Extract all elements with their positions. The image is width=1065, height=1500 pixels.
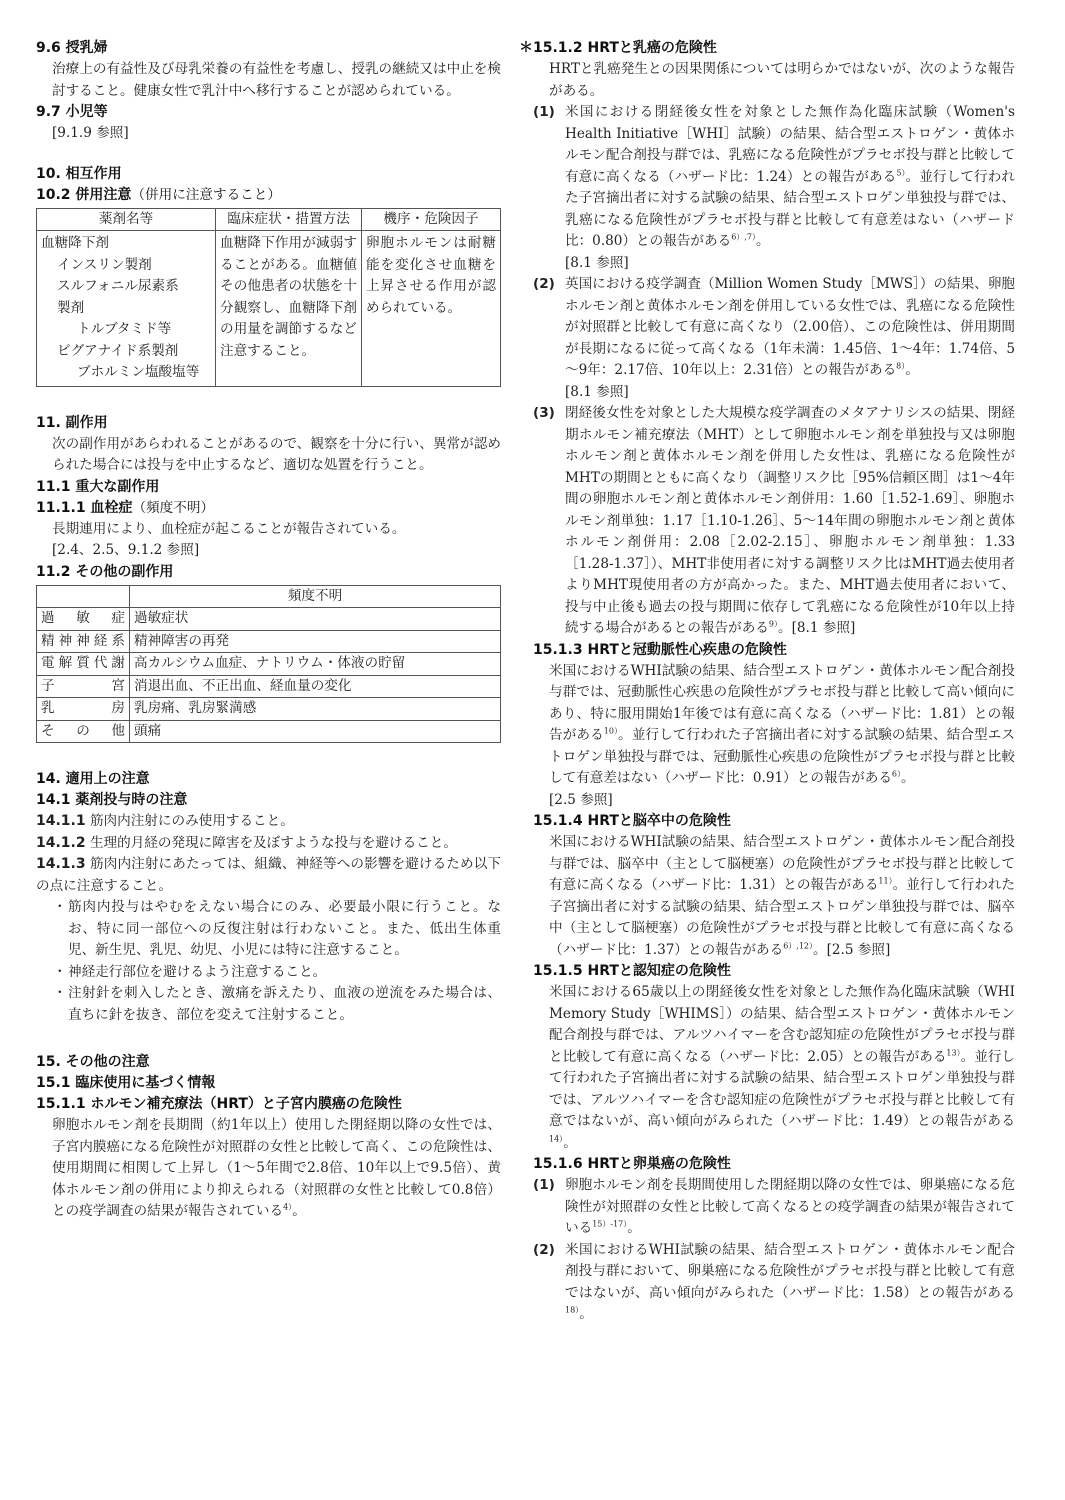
section-10-2-title: 10.2 併用注意（併用に注意すること）: [36, 186, 281, 203]
section-10-title: 10. 相互作用: [36, 165, 122, 182]
section-15-1-5-text: 米国における65歳以上の閉経後女性を対象とした無作為化臨床試験（WHI Memory Study［WHIMS］）の結果、結合型エストロゲン・黄体ホルモン配合剤投与群では、アルツハイマーを含む認知症の危険性がプラセボ投与群と比較して有意に高くなる（ハザード比：2.05）との報告がある$^{13)}$。並行して行われた子宮摘出者に対する試験の結果、結合型エストロゲン単独投与群では、アルツハイマーを含む認知症の危険性がプラセボ投与群と比較して有意ではないが、高い傾向がみられた（ハザード比：1.49）との報告がある$^{14)}$。: [549, 984, 1016, 1151]
section-11-title: 11. 副作用: [36, 414, 108, 431]
section-15-1-6-title: 15.1.6 HRTと卵巣癌の危険性: [533, 1156, 731, 1172]
symptoms-cell: 血糖降下作用が減弱することがある。血糖値その他患者の状態を十分観察し、血糖降下剤の用量を調節するなど注意すること。: [216, 231, 362, 387]
section-11-text: 次の副作用があらわれることがあるので、観察を十分に行い、異常が認められた場合には投与を中止するなど、適切な処置を行うこと。: [52, 435, 501, 473]
list-item: ・ 神経走行部位を避けるよう注意すること。: [53, 963, 327, 980]
right-column: [519, 38, 1016, 1326]
section-15-1-1-text: 卵胞ホルモン剤を長期間（約1年以上）使用した閉経期以降の女性では、子宮内膜癌になる危険性が対照群の女性と比較して高く、この危険性は、使用期間に相関して上昇し（1～5年間で2.8倍、10年以上で9.5倍）、黄体ホルモン剤の併用により抑えられる（対照群の女性と比較して0.8倍）との疫学調査の結果が報告されている$^{4)}$。: [52, 1117, 501, 1219]
list-item: (3) 閉経後女性を対象とした大規模な疫学調査のメタアナリシスの結果、閉経期ホルモン補充療法（MHT）として卵胞ホルモン剤を単独投与又は卵胞ホルモン剤と黄体ホルモン剤を併用した女性は、乳癌になる危険性がMHTの期間とともに高くなり（調整リスク比［95%信頼区間］は1～4年間の卵胞ホルモン剤と黄体ホルモン剤併用：1.60［1.52-1.69］、卵胞ホルモン剤単独：1.17［1.10-1.26］、5～14年間の卵胞ホルモン剤と黄体ホルモン剤併用：2.08［2.02-2.15］、卵胞ホルモン剤単独：1.33［1.28-1.37］）、MHT非使用者に対する調整リスク比はMHT過去使用者よりMHT現使用者の方が高かった。また、MHT過去使用者において、投与中止後も過去の投与期間に依存して乳癌になる危険性が10年以上持続する場合があるとの報告がある$^{9)}$。[8.1 参照]: [533, 405, 1015, 636]
table-row: 精神神経系 精神障害の再発: [37, 630, 501, 653]
table-header-empty: [37, 585, 130, 608]
table-row: 子宮 消退出血、不正出血、経血量の変化: [37, 675, 501, 698]
section-11-1-1-ref: [2.4、2.5、9.1.2 参照]: [52, 542, 200, 558]
drug-names-cell: 血糖降下剤 インスリン製剤 スルフォニル尿素系 製剤 トルブタミド等 ビグアナイド系製剤 ブホルミン塩酸塩等: [37, 231, 216, 387]
table-row: 過敏症 過敏症状: [37, 608, 501, 631]
list-item: (1) 米国における閉経後女性を対象とした無作為化臨床試験（Women's Health Initiative［WHI］試験）の結果、結合型エストロゲン・黄体ホルモン配合剤投与群では、乳癌になる危険性がプラセボ投与群と比較して有意に高くなる（ハザード比：1.24）との報告がある$^{5)}$。並行して行われた子宮摘出者に対する試験の結果、結合型エストロゲン単独投与群では、乳癌になる危険性がプラセボ投与群と比較して有意差はない（ハザード比：0.80）との報告がある$^{6),7)}$。 [8.1 参照]: [533, 104, 1015, 271]
table-header: 薬剤名等: [37, 208, 216, 231]
table-row: その他 頭痛: [37, 720, 501, 743]
section-11-1-1-title: 11.1.1 血栓症（頻度不明）: [36, 499, 215, 516]
section-14-1-2: 14.1.2 生理的月経の発現に障害を及ぼすような投与を避けること。: [36, 834, 457, 851]
section-15-1-5-title: 15.1.5 HRTと認知症の危険性: [533, 963, 731, 979]
section-15-1-4-text: 米国におけるWHI試験の結果、結合型エストロゲン・黄体ホルモン配合剤投与群では、脳卒中（主として脳梗塞）の危険性がプラセボ投与群と比較して有意に高くなる（ハザード比：1.31）との報告がある$^{11)}$。並行して行われた子宮摘出者に対する試験の結果、結合型エストロゲン単独投与群では、脳卒中（主として脳梗塞）の危険性がプラセボ投与群と比較して有意に高くなる（ハザード比：1.37）との報告がある$^{6),12)}$。[2.5 参照]: [549, 834, 1015, 958]
left-column: [36, 38, 501, 1223]
section-15-1-4-title: 15.1.4 HRTと脳卒中の危険性: [533, 813, 731, 829]
interaction-table: [36, 208, 501, 387]
section-14-title: 14. 適用上の注意: [36, 771, 150, 787]
section-11-2-title: 11.2 その他の副作用: [36, 563, 174, 580]
section-14-1-3: 14.1.3 筋肉内注射にあたっては、組織、神経等への影響を避けるため以下の点に注意すること。: [36, 856, 501, 894]
section-9-7-title: 9.7 小児等: [36, 104, 108, 120]
section-14-1-1: 14.1.1 筋肉内注射にのみ使用すること。: [36, 813, 294, 829]
list-item: ・ 注射針を刺入したとき、激痛を訴えたり、血液の逆流をみた場合は、直ちに針を抜き、部位を変えて注射すること。: [53, 985, 501, 1023]
section-15-1-3-title: 15.1.3 HRTと冠動脈性心疾患の危険性: [533, 641, 787, 658]
list-item: (1) 卵胞ホルモン剤を長期間使用した閉経期以降の女性では、卵巣癌になる危険性が対照群の女性と比較して高くなるとの疫学調査の結果が報告されている$^{15)-17)}$。: [533, 1177, 1015, 1236]
section-14-1-title: 14.1 薬剤投与時の注意: [36, 792, 188, 808]
list-item: ・ 筋肉内投与はやむをえない場合にのみ、必要最小限に行うこと。なお、特に同一部位への反復注射は行わないこと。また、低出生体重児、新生児、乳児、幼児、小児には特に注意すること。: [53, 899, 501, 958]
section-11-1-title: 11.1 重大な副作用: [36, 478, 160, 495]
section-11-1-1-text: 長期連用により、血栓症が起こることが報告されている。: [52, 520, 406, 537]
section-9-7-ref: [9.1.9 参照]: [52, 125, 129, 141]
list-item: (2) 英国における疫学調査（Million Women Study［MWS］）の結果、卵胞ホルモン剤と黄体ホルモン剤を併用している女性では、乳癌になる危険性が対照群と比較して有意に高くなり（2.00倍）、この危険性は、併用期間が長期になるに従って高くなる（1年未満：1.45倍、1～4年：1.74倍、5～9年：2.17倍、10年以上：2.31倍）との報告がある$^{8)}$。 [8.1 参照]: [533, 276, 1016, 400]
section-15-1-2-title: ＊15.1.2 HRTと乳癌の危険性: [519, 40, 717, 56]
section-15-title: 15. その他の注意: [36, 1054, 150, 1070]
section-15-1-title: 15.1 臨床使用に基づく情報: [36, 1075, 216, 1091]
table-row: 乳房 乳房痛、乳房緊満感: [37, 698, 501, 721]
list-item: (2) 米国におけるWHI試験の結果、結合型エストロゲン・黄体ホルモン配合剤投与群において、卵巣癌になる危険性がプラセボ投与群と比較して有意ではないが、高い傾向がみられた（ハザード比：1.58）との報告がある$^{18)}$。: [533, 1241, 1015, 1322]
section-15-1-2-text: HRTと乳癌発生との因果関係については明らかではないが、次のような報告がある。: [549, 61, 1015, 99]
mechanism-cell: 卵胞ホルモンは耐糖能を変化させ血糖を上昇させる作用が認められている。: [362, 231, 501, 387]
side-effect-table: [36, 585, 501, 744]
section-15-1-1-title: 15.1.1 ホルモン補充療法（HRT）と子宮内膜癌の危険性: [36, 1096, 402, 1112]
table-header: 臨床症状・措置方法: [216, 208, 362, 231]
table-header: 頻度不明: [130, 585, 501, 608]
table-header: 機序・危険因子: [362, 208, 501, 231]
section-15-1-3-text: 米国におけるWHI試験の結果、結合型エストロゲン・黄体ホルモン配合剤投与群では、冠動脈性心疾患の危険性がプラセボ投与群と比較して高い傾向にあり、特に服用開始1年後では有意に高くなる（ハザード比：1.81）との報告がある$^{10)}$。並行して行われた子宮摘出者に対する試験の結果、結合型エストロゲン単独投与群では、冠動脈性心疾患の危険性がプラセボ投与群と比較して有意差はない（ハザード比：0.91）との報告がある$^{6)}$。 [2.5 参照]: [549, 662, 1016, 808]
table-row: 電解質代謝 高カルシウム血症、ナトリウム・体液の貯留: [37, 653, 501, 676]
section-9-6-title: 9.6 授乳婦: [36, 40, 108, 56]
section-9-6-text: 治療上の有益性及び母乳栄養の有益性を考慮し、授乳の継続又は中止を検討すること。健康女性で乳汁中へ移行することが認められている。: [52, 61, 501, 99]
